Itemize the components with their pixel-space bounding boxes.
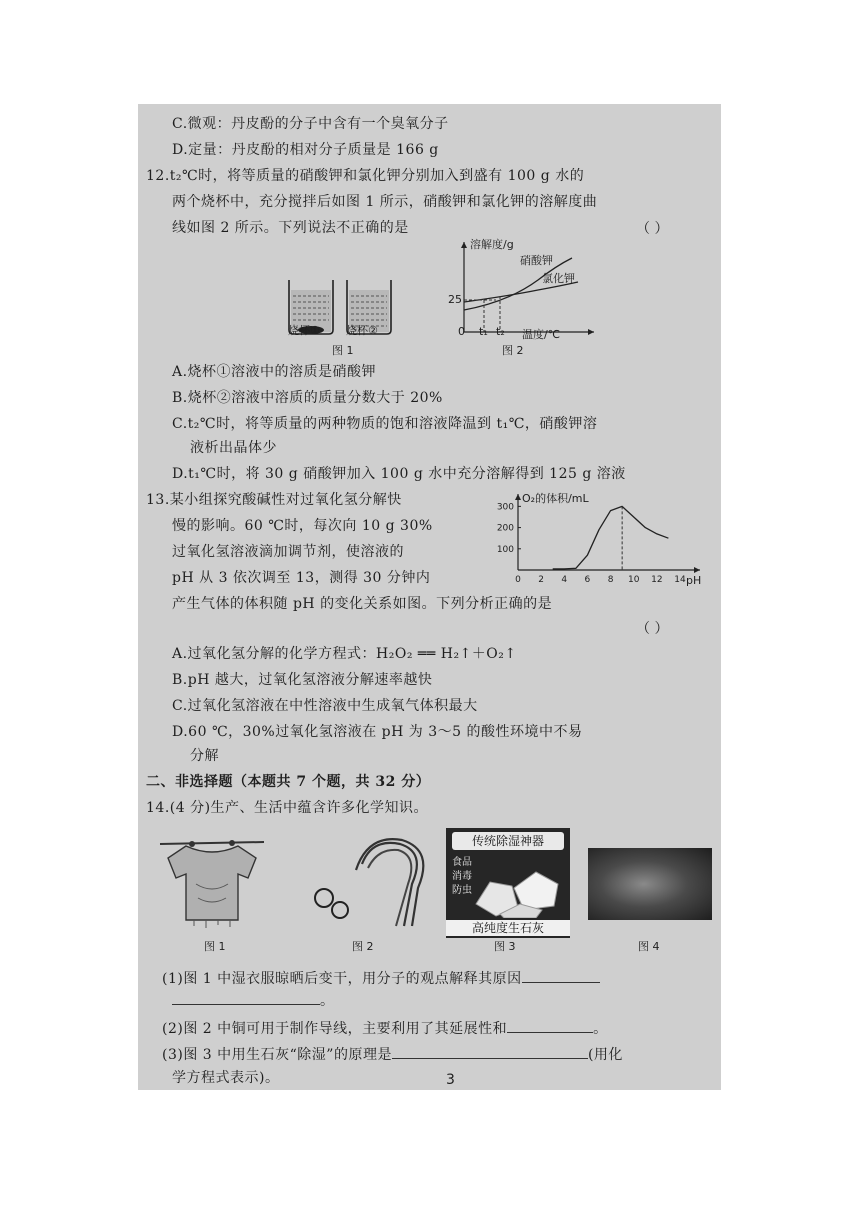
quicklime-side-2: 消毒	[452, 871, 472, 882]
q14-part2-text: (2)图 2 中铜可用于制作导线，主要利用了其延展性和	[162, 1021, 508, 1037]
q13-stem-line1: 13.某小组探究酸碱性对过氧化氢分解快	[146, 492, 402, 508]
quicklime-lumps-icon	[470, 864, 566, 918]
q12-option-d: D.t₁℃时，将 30 g 硝酸钾加入 100 g 水中充分溶解得到 125 g 溶液	[172, 466, 626, 482]
page-number: 3	[446, 1072, 455, 1088]
q11-option-c: C.微观：丹皮酚的分子中含有一个臭氧分子	[172, 116, 449, 132]
quicklime-bottom-label: 高纯度生石灰	[446, 920, 570, 936]
quicklime-side-1: 食品	[452, 857, 472, 868]
q14-part3-cont: 学方程式表示)。	[172, 1070, 280, 1086]
q14-part1-text: (1)图 1 中湿衣服晾晒后变干，用分子的观点解释其原因	[162, 971, 522, 987]
quicklime-side-3: 防虫	[452, 885, 472, 896]
q13-chart-ylabel: O₂的体积/mL	[522, 492, 589, 505]
figure2-y25-label: 25	[448, 293, 462, 306]
quicklime-package-image	[446, 828, 570, 938]
q14-part3-blank[interactable]	[392, 1044, 588, 1059]
q14-stem: 14.(4 分)生产、生活中蕴含许多化学知识。	[146, 800, 429, 816]
q12-option-b: B.烧杯②溶液中溶质的质量分数大于 20%	[172, 390, 443, 406]
q13-ph-volume-chart	[484, 490, 710, 586]
q12-answer-paren: （ ）	[636, 221, 669, 237]
q13-stem-line4: pH 从 3 依次调至 13，测得 30 分钟内	[172, 570, 431, 586]
q11-option-d: D.定量：丹皮酚的相对分子质量是 166 g	[172, 142, 439, 158]
exam-page-photo	[138, 104, 721, 1090]
q12-stem-line2: 两个烧杯中，充分搅拌后如图 1 所示，硝酸钾和氯化钾的溶解度曲	[172, 194, 598, 210]
q13-option-c: C.过氧化氢溶液在中性溶液中生成氧气体积最大	[172, 698, 478, 714]
q14-part1-blank-a[interactable]	[522, 968, 600, 983]
wet-shirt-image	[156, 834, 268, 930]
figure2-caption: 图 2	[502, 344, 524, 357]
q14-part1-end: 。	[320, 993, 335, 1009]
figure2-origin: 0	[458, 325, 465, 338]
x-tick-label: 8	[607, 575, 614, 585]
beaker-1-label: 烧杯①	[288, 324, 320, 337]
x-tick-label: 2	[538, 575, 545, 585]
copper-wire-image	[308, 834, 438, 930]
q12-stem-line3: 线如图 2 所示。下列说法不正确的是	[172, 220, 409, 236]
q12-stem-line1: 12.t₂℃时，将等质量的硝酸钾和氯化钾分别加入到盛有 100 g 水的	[146, 168, 585, 184]
q14-part2-end: 。	[593, 1021, 608, 1037]
q14-caption-3: 图 3	[494, 940, 516, 953]
figure2-t1-label: t₁	[479, 325, 488, 338]
q14-part2	[162, 1018, 608, 1039]
q13-chart-xlabel: pH	[686, 574, 702, 587]
q14-part3-text: (3)图 3 中用生石灰“除湿”的原理是	[162, 1047, 392, 1063]
q13-option-a: A.过氧化氢分解的化学方程式：H₂O₂ ══ H₂↑＋O₂↑	[172, 646, 517, 662]
y-tick-label: 200	[496, 523, 514, 534]
q14-caption-1: 图 1	[204, 940, 226, 953]
q13-answer-paren: （ ）	[636, 621, 669, 637]
figure2-t2-label: t₂	[496, 325, 505, 338]
q12-option-c-line2: 液析出晶体少	[190, 440, 277, 456]
q14-part1-cont	[172, 990, 335, 1011]
x-tick-label: 14	[674, 575, 686, 585]
q13-stem-line2: 慢的影响。60 ℃时，每次向 10 g 30%	[172, 518, 433, 534]
x-tick-label: 0	[515, 575, 521, 585]
q12-option-a: A.烧杯①溶液中的溶质是硝酸钾	[172, 364, 377, 380]
quicklime-banner: 传统除湿神器	[452, 832, 564, 850]
figure1-caption: 图 1	[332, 344, 354, 357]
figure2-xlabel: 温度/℃	[522, 328, 561, 341]
q14-part1	[162, 968, 600, 989]
y-tick-label: 100	[496, 544, 514, 555]
q14-part2-blank[interactable]	[507, 1018, 593, 1033]
x-tick-label: 12	[651, 575, 663, 585]
figure2-kcl-label: 氯化钾	[542, 272, 575, 285]
q14-part1-blank-b[interactable]	[172, 990, 320, 1005]
section2-title: 二、非选择题（本题共 7 个题，共 32 分）	[146, 774, 431, 790]
y-tick-label: 300	[496, 502, 514, 513]
q13-option-d-line1: D.60 ℃，30%过氧化氢溶液在 pH 为 3～5 的酸性环境中不易	[172, 724, 583, 740]
q14-caption-4: 图 4	[638, 940, 660, 953]
q13-stem-line5: 产生气体的体积随 pH 的变化关系如图。下列分析正确的是	[172, 596, 553, 612]
q13-stem-line3: 过氧化氢溶液滴加调节剂，使溶液的	[172, 544, 404, 560]
q14-caption-2: 图 2	[352, 940, 374, 953]
q12-option-c-line1: C.t₂℃时，将等质量的两种物质的饱和溶液降温到 t₁℃，硝酸钾溶	[172, 416, 598, 432]
o2-volume-series-line	[553, 506, 669, 569]
x-tick-label: 6	[584, 575, 591, 585]
q14-part3-end: (用化	[587, 1047, 623, 1063]
q14-part3	[162, 1044, 623, 1065]
beaker-2-label: 烧杯②	[346, 324, 378, 337]
q13-option-b: B.pH 越大，过氧化氢溶液分解速率越快	[172, 672, 433, 688]
figure4-photo	[588, 848, 712, 920]
x-tick-label: 4	[561, 575, 568, 585]
x-tick-label: 10	[627, 575, 640, 585]
figure2-kno3-label: 硝酸钾	[520, 254, 553, 267]
figure2-ylabel: 溶解度/g	[470, 238, 514, 251]
q13-option-d-line2: 分解	[190, 748, 219, 764]
